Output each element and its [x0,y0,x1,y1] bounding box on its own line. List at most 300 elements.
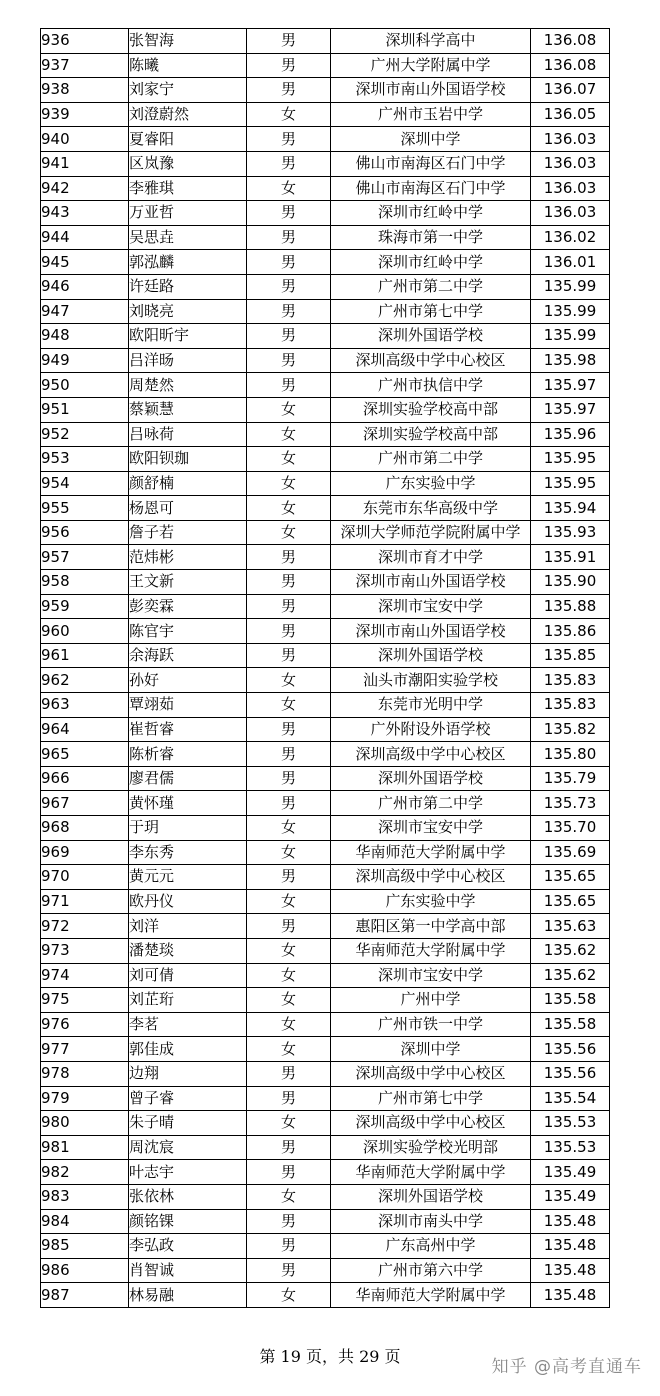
name-cell: 余海跃 [129,643,247,668]
name-cell: 彭奕霖 [129,594,247,619]
rank-cell: 980 [41,1111,129,1136]
score-cell: 135.56 [531,1061,610,1086]
school-cell: 深圳市宝安中学 [331,594,531,619]
school-cell: 广州市执信中学 [331,373,531,398]
rank-cell: 973 [41,938,129,963]
gender-cell: 女 [247,1037,331,1062]
score-cell: 135.96 [531,422,610,447]
name-cell: 区岚豫 [129,151,247,176]
name-cell: 周楚然 [129,373,247,398]
score-cell: 135.91 [531,545,610,570]
table-row [41,225,610,250]
score-cell: 135.85 [531,643,610,668]
gender-cell: 女 [247,447,331,472]
rank-cell: 968 [41,816,129,841]
name-cell: 吕咏荷 [129,422,247,447]
rank-cell: 977 [41,1037,129,1062]
rank-cell: 951 [41,397,129,422]
score-cell: 135.48 [531,1209,610,1234]
gender-cell: 女 [247,520,331,545]
name-cell: 李雅琪 [129,176,247,201]
score-cell: 135.88 [531,594,610,619]
school-cell: 汕头市潮阳实验学校 [331,668,531,693]
table-row [41,53,610,78]
gender-cell: 男 [247,127,331,152]
name-cell: 曾子睿 [129,1086,247,1111]
rank-cell: 960 [41,619,129,644]
score-cell: 135.86 [531,619,610,644]
name-cell: 黄怀瑾 [129,791,247,816]
table-row [41,397,610,422]
score-cell: 136.01 [531,250,610,275]
school-cell: 广东实验中学 [331,889,531,914]
school-cell: 深圳科学高中 [331,29,531,54]
rank-cell: 945 [41,250,129,275]
rank-cell: 969 [41,840,129,865]
table-row [41,717,610,742]
gender-cell: 女 [247,1184,331,1209]
rank-cell: 983 [41,1184,129,1209]
name-cell: 刘晓亮 [129,299,247,324]
gender-cell: 男 [247,1209,331,1234]
gender-cell: 男 [247,1160,331,1185]
name-cell: 郭泓麟 [129,250,247,275]
table-row [41,693,610,718]
rank-cell: 970 [41,865,129,890]
gender-cell: 男 [247,914,331,939]
table-row [41,176,610,201]
table-row [41,791,610,816]
table-row [41,1135,610,1160]
school-cell: 广州市第二中学 [331,447,531,472]
school-cell: 广外附设外语学校 [331,717,531,742]
table-row [41,127,610,152]
school-cell: 广东高州中学 [331,1234,531,1259]
table-row [41,594,610,619]
gender-cell: 男 [247,594,331,619]
name-cell: 陈析睿 [129,742,247,767]
rank-cell: 987 [41,1283,129,1308]
rank-cell: 955 [41,496,129,521]
gender-cell: 男 [247,250,331,275]
school-cell: 佛山市南海区石门中学 [331,151,531,176]
school-cell: 深圳中学 [331,1037,531,1062]
name-cell: 肖智诚 [129,1258,247,1283]
rank-cell: 956 [41,520,129,545]
school-cell: 广州市玉岩中学 [331,102,531,127]
rank-cell: 957 [41,545,129,570]
rank-cell: 937 [41,53,129,78]
score-cell: 135.53 [531,1135,610,1160]
school-cell: 深圳市南头中学 [331,1209,531,1234]
table-row [41,570,610,595]
rank-cell: 971 [41,889,129,914]
table-row [41,422,610,447]
school-cell: 广州市第二中学 [331,274,531,299]
school-cell: 广州市第七中学 [331,299,531,324]
gender-cell: 男 [247,1086,331,1111]
gender-cell: 男 [247,299,331,324]
rank-cell: 961 [41,643,129,668]
score-cell: 136.08 [531,29,610,54]
gender-cell: 男 [247,29,331,54]
gender-cell: 男 [247,717,331,742]
rank-cell: 944 [41,225,129,250]
score-cell: 135.83 [531,693,610,718]
gender-cell: 男 [247,1135,331,1160]
name-cell: 刘澄蔚然 [129,102,247,127]
name-cell: 刘芷珩 [129,988,247,1013]
gender-cell: 男 [247,865,331,890]
name-cell: 孙好 [129,668,247,693]
score-cell: 135.97 [531,373,610,398]
table-row [41,1012,610,1037]
table-row [41,447,610,472]
score-cell: 135.69 [531,840,610,865]
table-row [41,816,610,841]
gender-cell: 女 [247,889,331,914]
table-row [41,1037,610,1062]
school-cell: 惠阳区第一中学高中部 [331,914,531,939]
score-cell: 135.79 [531,766,610,791]
rank-cell: 938 [41,78,129,103]
page-footer: 第 19 页，共 29 页 [259,1347,401,1366]
gender-cell: 男 [247,151,331,176]
rank-cell: 959 [41,594,129,619]
gender-cell: 男 [247,1258,331,1283]
gender-cell: 男 [247,766,331,791]
name-cell: 吴思垚 [129,225,247,250]
table-row [41,938,610,963]
gender-cell: 女 [247,988,331,1013]
table-row [41,988,610,1013]
name-cell: 万亚哲 [129,201,247,226]
score-cell: 136.08 [531,53,610,78]
gender-cell: 女 [247,471,331,496]
score-cell: 135.58 [531,988,610,1013]
school-cell: 广东实验中学 [331,471,531,496]
rank-cell: 974 [41,963,129,988]
name-cell: 张依林 [129,1184,247,1209]
score-cell: 135.95 [531,447,610,472]
score-cell: 135.99 [531,324,610,349]
rank-cell: 976 [41,1012,129,1037]
gender-cell: 男 [247,1234,331,1259]
name-cell: 陈官宇 [129,619,247,644]
score-cell: 135.80 [531,742,610,767]
table-row [41,1283,610,1308]
rank-cell: 942 [41,176,129,201]
school-cell: 深圳市宝安中学 [331,963,531,988]
name-cell: 刘可倩 [129,963,247,988]
rank-cell: 954 [41,471,129,496]
gender-cell: 女 [247,963,331,988]
rank-cell: 952 [41,422,129,447]
school-cell: 东莞市东华高级中学 [331,496,531,521]
score-cell: 135.53 [531,1111,610,1136]
rank-cell: 940 [41,127,129,152]
school-cell: 深圳外国语学校 [331,324,531,349]
name-cell: 周沈宸 [129,1135,247,1160]
table-row [41,299,610,324]
score-cell: 136.03 [531,176,610,201]
table-row [41,1234,610,1259]
gender-cell: 男 [247,791,331,816]
school-cell: 深圳市南山外国语学校 [331,619,531,644]
rank-cell: 964 [41,717,129,742]
school-cell: 华南师范大学附属中学 [331,1160,531,1185]
score-cell: 135.49 [531,1184,610,1209]
rank-cell: 975 [41,988,129,1013]
ranking-table [40,28,610,1308]
school-cell: 深圳外国语学校 [331,1184,531,1209]
gender-cell: 男 [247,53,331,78]
gender-cell: 女 [247,422,331,447]
name-cell: 黄元元 [129,865,247,890]
school-cell: 广州市第二中学 [331,791,531,816]
score-cell: 135.73 [531,791,610,816]
gender-cell: 女 [247,816,331,841]
gender-cell: 女 [247,102,331,127]
school-cell: 深圳市南山外国语学校 [331,570,531,595]
score-cell: 135.93 [531,520,610,545]
gender-cell: 女 [247,840,331,865]
table-row [41,274,610,299]
score-cell: 136.02 [531,225,610,250]
table-row [41,520,610,545]
gender-cell: 女 [247,1111,331,1136]
table-row [41,373,610,398]
name-cell: 范炜彬 [129,545,247,570]
table-row [41,963,610,988]
rank-cell: 953 [41,447,129,472]
name-cell: 杨恩可 [129,496,247,521]
score-cell: 135.90 [531,570,610,595]
rank-cell: 949 [41,348,129,373]
rank-cell: 966 [41,766,129,791]
score-cell: 135.65 [531,889,610,914]
school-cell: 深圳市南山外国语学校 [331,78,531,103]
rank-cell: 950 [41,373,129,398]
rank-cell: 972 [41,914,129,939]
score-cell: 136.03 [531,201,610,226]
school-cell: 深圳高级中学中心校区 [331,742,531,767]
rank-cell: 948 [41,324,129,349]
name-cell: 刘洋 [129,914,247,939]
school-cell: 深圳高级中学中心校区 [331,1111,531,1136]
table-row [41,250,610,275]
gender-cell: 女 [247,693,331,718]
rank-cell: 984 [41,1209,129,1234]
school-cell: 广州市铁一中学 [331,1012,531,1037]
name-cell: 李东秀 [129,840,247,865]
name-cell: 许廷路 [129,274,247,299]
school-cell: 深圳实验学校高中部 [331,422,531,447]
school-cell: 华南师范大学附属中学 [331,938,531,963]
score-cell: 135.70 [531,816,610,841]
gender-cell: 男 [247,324,331,349]
rank-cell: 965 [41,742,129,767]
score-cell: 135.49 [531,1160,610,1185]
gender-cell: 男 [247,373,331,398]
school-cell: 珠海市第一中学 [331,225,531,250]
school-cell: 东莞市光明中学 [331,693,531,718]
table-row [41,496,610,521]
score-cell: 136.03 [531,127,610,152]
rank-cell: 981 [41,1135,129,1160]
table-row [41,643,610,668]
ranking-table-body [41,29,610,1308]
gender-cell: 男 [247,742,331,767]
school-cell: 深圳市红岭中学 [331,250,531,275]
name-cell: 陈曦 [129,53,247,78]
table-row [41,1061,610,1086]
score-cell: 135.63 [531,914,610,939]
name-cell: 吕洋旸 [129,348,247,373]
name-cell: 张智海 [129,29,247,54]
table-row [41,668,610,693]
gender-cell: 男 [247,201,331,226]
name-cell: 林易融 [129,1283,247,1308]
rank-cell: 963 [41,693,129,718]
rank-cell: 979 [41,1086,129,1111]
name-cell: 潘楚琰 [129,938,247,963]
name-cell: 叶志宇 [129,1160,247,1185]
table-row [41,545,610,570]
rank-cell: 946 [41,274,129,299]
gender-cell: 女 [247,176,331,201]
school-cell: 华南师范大学附属中学 [331,1283,531,1308]
gender-cell: 女 [247,397,331,422]
name-cell: 欧阳昕宇 [129,324,247,349]
score-cell: 135.99 [531,299,610,324]
school-cell: 深圳高级中学中心校区 [331,1061,531,1086]
rank-cell: 958 [41,570,129,595]
table-row [41,29,610,54]
score-cell: 135.82 [531,717,610,742]
rank-cell: 936 [41,29,129,54]
rank-cell: 982 [41,1160,129,1185]
rank-cell: 986 [41,1258,129,1283]
watermark: 知乎 @高考直通车 [491,1357,642,1377]
score-cell: 135.48 [531,1258,610,1283]
rank-cell: 941 [41,151,129,176]
rank-cell: 978 [41,1061,129,1086]
score-cell: 135.48 [531,1234,610,1259]
score-cell: 135.62 [531,963,610,988]
score-cell: 135.48 [531,1283,610,1308]
gender-cell: 男 [247,1061,331,1086]
table-row [41,151,610,176]
rank-cell: 985 [41,1234,129,1259]
table-row [41,471,610,496]
gender-cell: 男 [247,78,331,103]
school-cell: 深圳大学师范学院附属中学 [331,520,531,545]
score-cell: 135.65 [531,865,610,890]
table-row [41,78,610,103]
table-row [41,102,610,127]
school-cell: 深圳市宝安中学 [331,816,531,841]
rank-cell: 943 [41,201,129,226]
score-cell: 136.07 [531,78,610,103]
score-cell: 136.05 [531,102,610,127]
table-row [41,1209,610,1234]
table-row [41,865,610,890]
rank-cell: 939 [41,102,129,127]
name-cell: 刘家宁 [129,78,247,103]
name-cell: 李茗 [129,1012,247,1037]
gender-cell: 女 [247,496,331,521]
name-cell: 李弘政 [129,1234,247,1259]
table-row [41,1160,610,1185]
score-cell: 135.99 [531,274,610,299]
table-row [41,1184,610,1209]
table-row [41,1111,610,1136]
school-cell: 深圳高级中学中心校区 [331,865,531,890]
score-cell: 135.56 [531,1037,610,1062]
school-cell: 深圳中学 [331,127,531,152]
name-cell: 夏睿阳 [129,127,247,152]
rank-cell: 947 [41,299,129,324]
name-cell: 颜铭锞 [129,1209,247,1234]
gender-cell: 女 [247,668,331,693]
name-cell: 颜舒楠 [129,471,247,496]
name-cell: 崔哲睿 [129,717,247,742]
gender-cell: 男 [247,570,331,595]
school-cell: 深圳外国语学校 [331,643,531,668]
school-cell: 深圳高级中学中心校区 [331,348,531,373]
rank-cell: 962 [41,668,129,693]
name-cell: 边翔 [129,1061,247,1086]
name-cell: 詹子若 [129,520,247,545]
score-cell: 135.54 [531,1086,610,1111]
table-row [41,201,610,226]
name-cell: 郭佳成 [129,1037,247,1062]
school-cell: 广州大学附属中学 [331,53,531,78]
school-cell: 深圳市红岭中学 [331,201,531,226]
name-cell: 欧丹仪 [129,889,247,914]
name-cell: 覃翊茹 [129,693,247,718]
gender-cell: 男 [247,619,331,644]
table-row [41,1258,610,1283]
table-row [41,1086,610,1111]
score-cell: 135.98 [531,348,610,373]
school-cell: 佛山市南海区石门中学 [331,176,531,201]
score-cell: 135.62 [531,938,610,963]
gender-cell: 男 [247,643,331,668]
score-cell: 135.97 [531,397,610,422]
score-cell: 135.58 [531,1012,610,1037]
gender-cell: 女 [247,1012,331,1037]
table-row [41,889,610,914]
school-cell: 深圳实验学校高中部 [331,397,531,422]
gender-cell: 女 [247,1283,331,1308]
table-row [41,742,610,767]
score-cell: 135.83 [531,668,610,693]
score-cell: 136.03 [531,151,610,176]
school-cell: 广州中学 [331,988,531,1013]
gender-cell: 男 [247,545,331,570]
school-cell: 广州市第七中学 [331,1086,531,1111]
score-cell: 135.94 [531,496,610,521]
table-row [41,324,610,349]
school-cell: 深圳实验学校光明部 [331,1135,531,1160]
score-cell: 135.95 [531,471,610,496]
table-row [41,840,610,865]
name-cell: 王文新 [129,570,247,595]
gender-cell: 女 [247,938,331,963]
table-row [41,619,610,644]
